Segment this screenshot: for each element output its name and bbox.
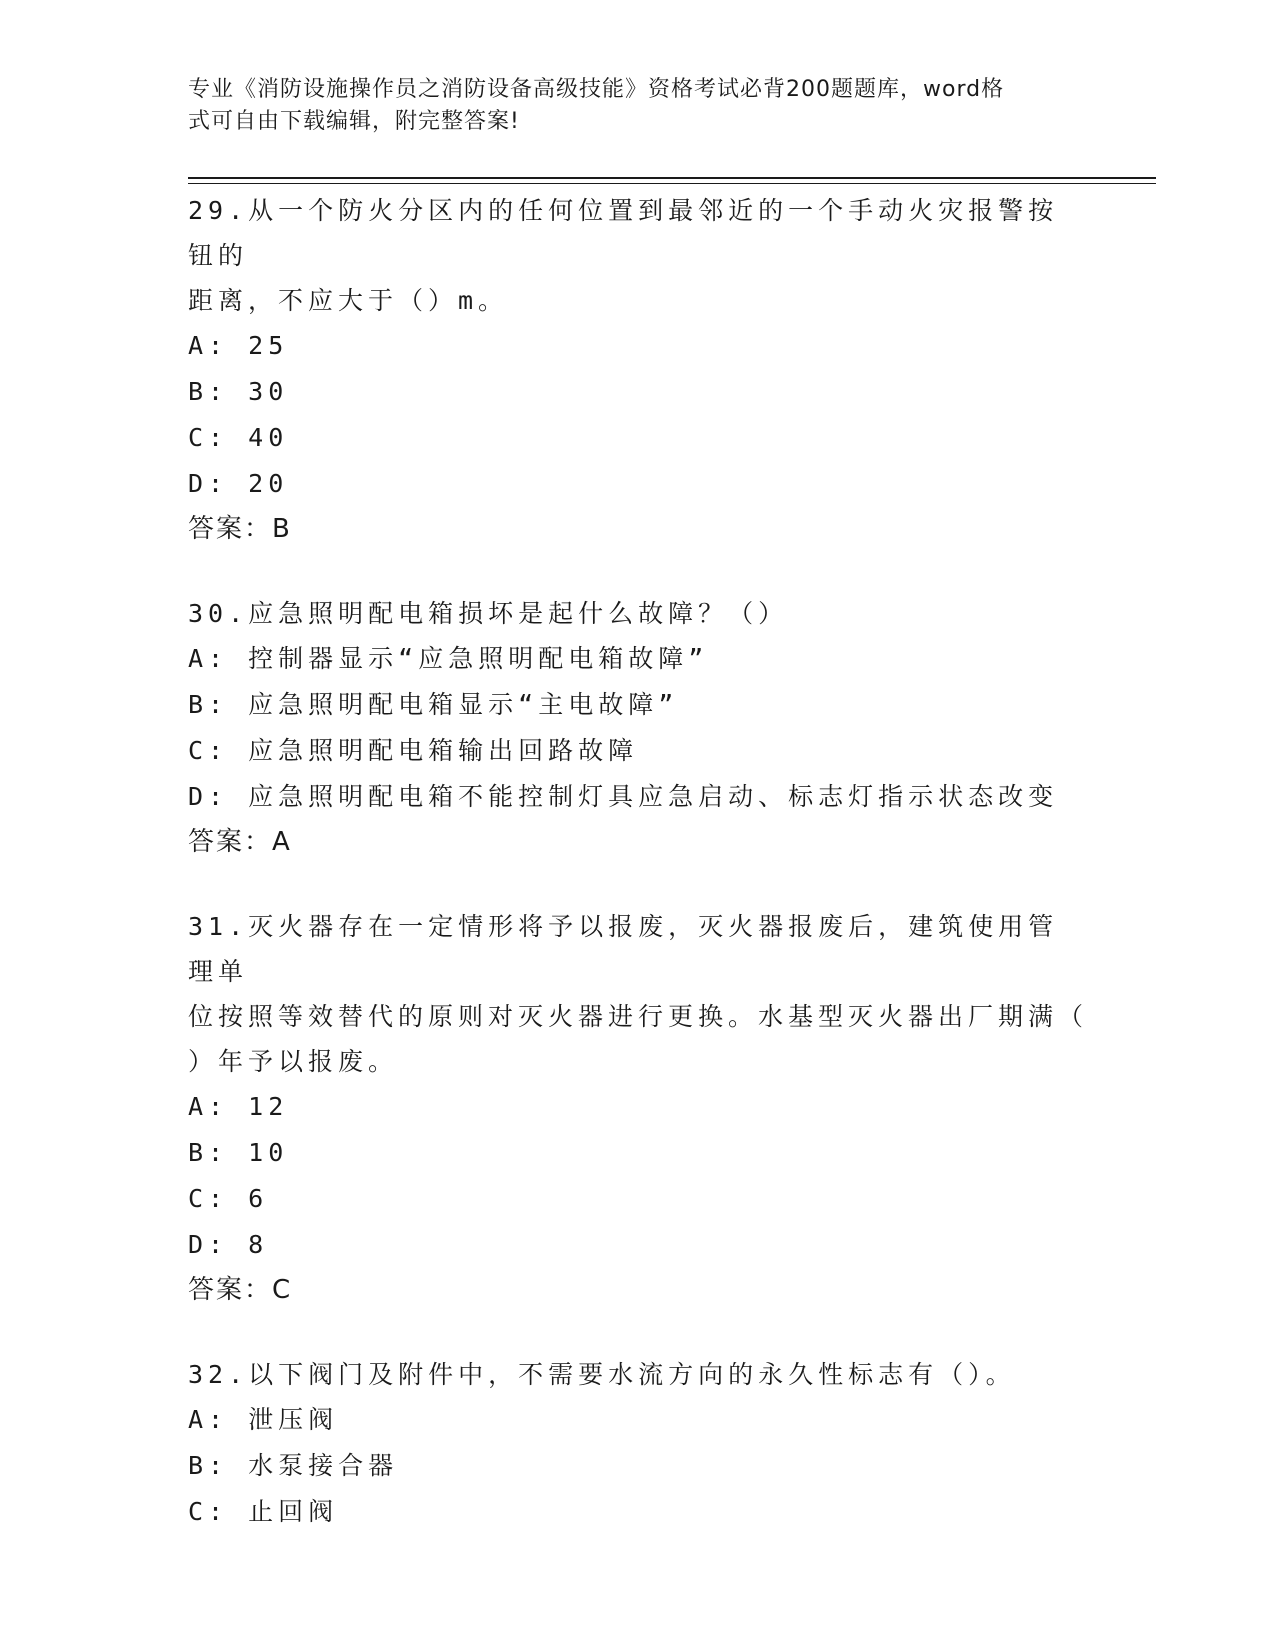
question-31 <box>188 904 1088 1312</box>
document-header <box>188 74 1088 138</box>
option-a: A: 控制器显示“应急照明配电箱故障” <box>188 644 709 673</box>
question-text: ）年予以报废。 <box>188 1047 399 1076</box>
option-c: C: 应急照明配电箱输出回路故障 <box>188 736 639 765</box>
option-b: B: 水泵接合器 <box>188 1451 399 1480</box>
answer-label: 答案：C <box>188 1275 293 1305</box>
header-line-2: 式可自由下载编辑，附完整答案! <box>188 109 520 134</box>
option-d: D: 8 <box>188 1230 269 1259</box>
option-a: A: 25 <box>188 331 289 360</box>
question-text: 位按照等效替代的原则对灭火器进行更换。水基型灭火器出厂期满（ <box>188 1002 1089 1031</box>
question-list <box>188 188 1088 1575</box>
option-b: B: 10 <box>188 1138 289 1167</box>
option-c: C: 40 <box>188 423 289 452</box>
question-text: 距离，不应大于（）m。 <box>188 286 509 315</box>
question-30 <box>188 591 1088 864</box>
option-d: D: 20 <box>188 469 289 498</box>
option-b: B: 30 <box>188 377 289 406</box>
question-text: 31.灭火器存在一定情形将予以报废，灭火器报废后，建筑使用管理单 <box>188 912 1059 986</box>
option-a: A: 12 <box>188 1092 289 1121</box>
header-line-1: 专业《消防设施操作员之消防设备高级技能》资格考试必背200题题库，word格 <box>188 77 1005 102</box>
question-29 <box>188 188 1088 551</box>
answer-label: 答案：B <box>188 514 292 544</box>
option-d: D: 应急照明配电箱不能控制灯具应急启动、标志灯指示状态改变 <box>188 782 1059 811</box>
header-divider-thin <box>188 183 1156 184</box>
question-text: 29.从一个防火分区内的任何位置到最邻近的一个手动火灾报警按钮的 <box>188 196 1059 270</box>
question-32 <box>188 1352 1088 1535</box>
answer-label: 答案：A <box>188 827 292 857</box>
option-c: C: 止回阀 <box>188 1497 339 1526</box>
question-text: 30.应急照明配电箱损坏是起什么故障？（） <box>188 599 789 628</box>
option-b: B: 应急照明配电箱显示“主电故障” <box>188 690 679 719</box>
option-c: C: 6 <box>188 1184 269 1213</box>
option-a: A: 泄压阀 <box>188 1405 339 1434</box>
header-divider <box>188 177 1156 179</box>
question-text: 32.以下阀门及附件中，不需要水流方向的永久性标志有（）。 <box>188 1360 1016 1389</box>
